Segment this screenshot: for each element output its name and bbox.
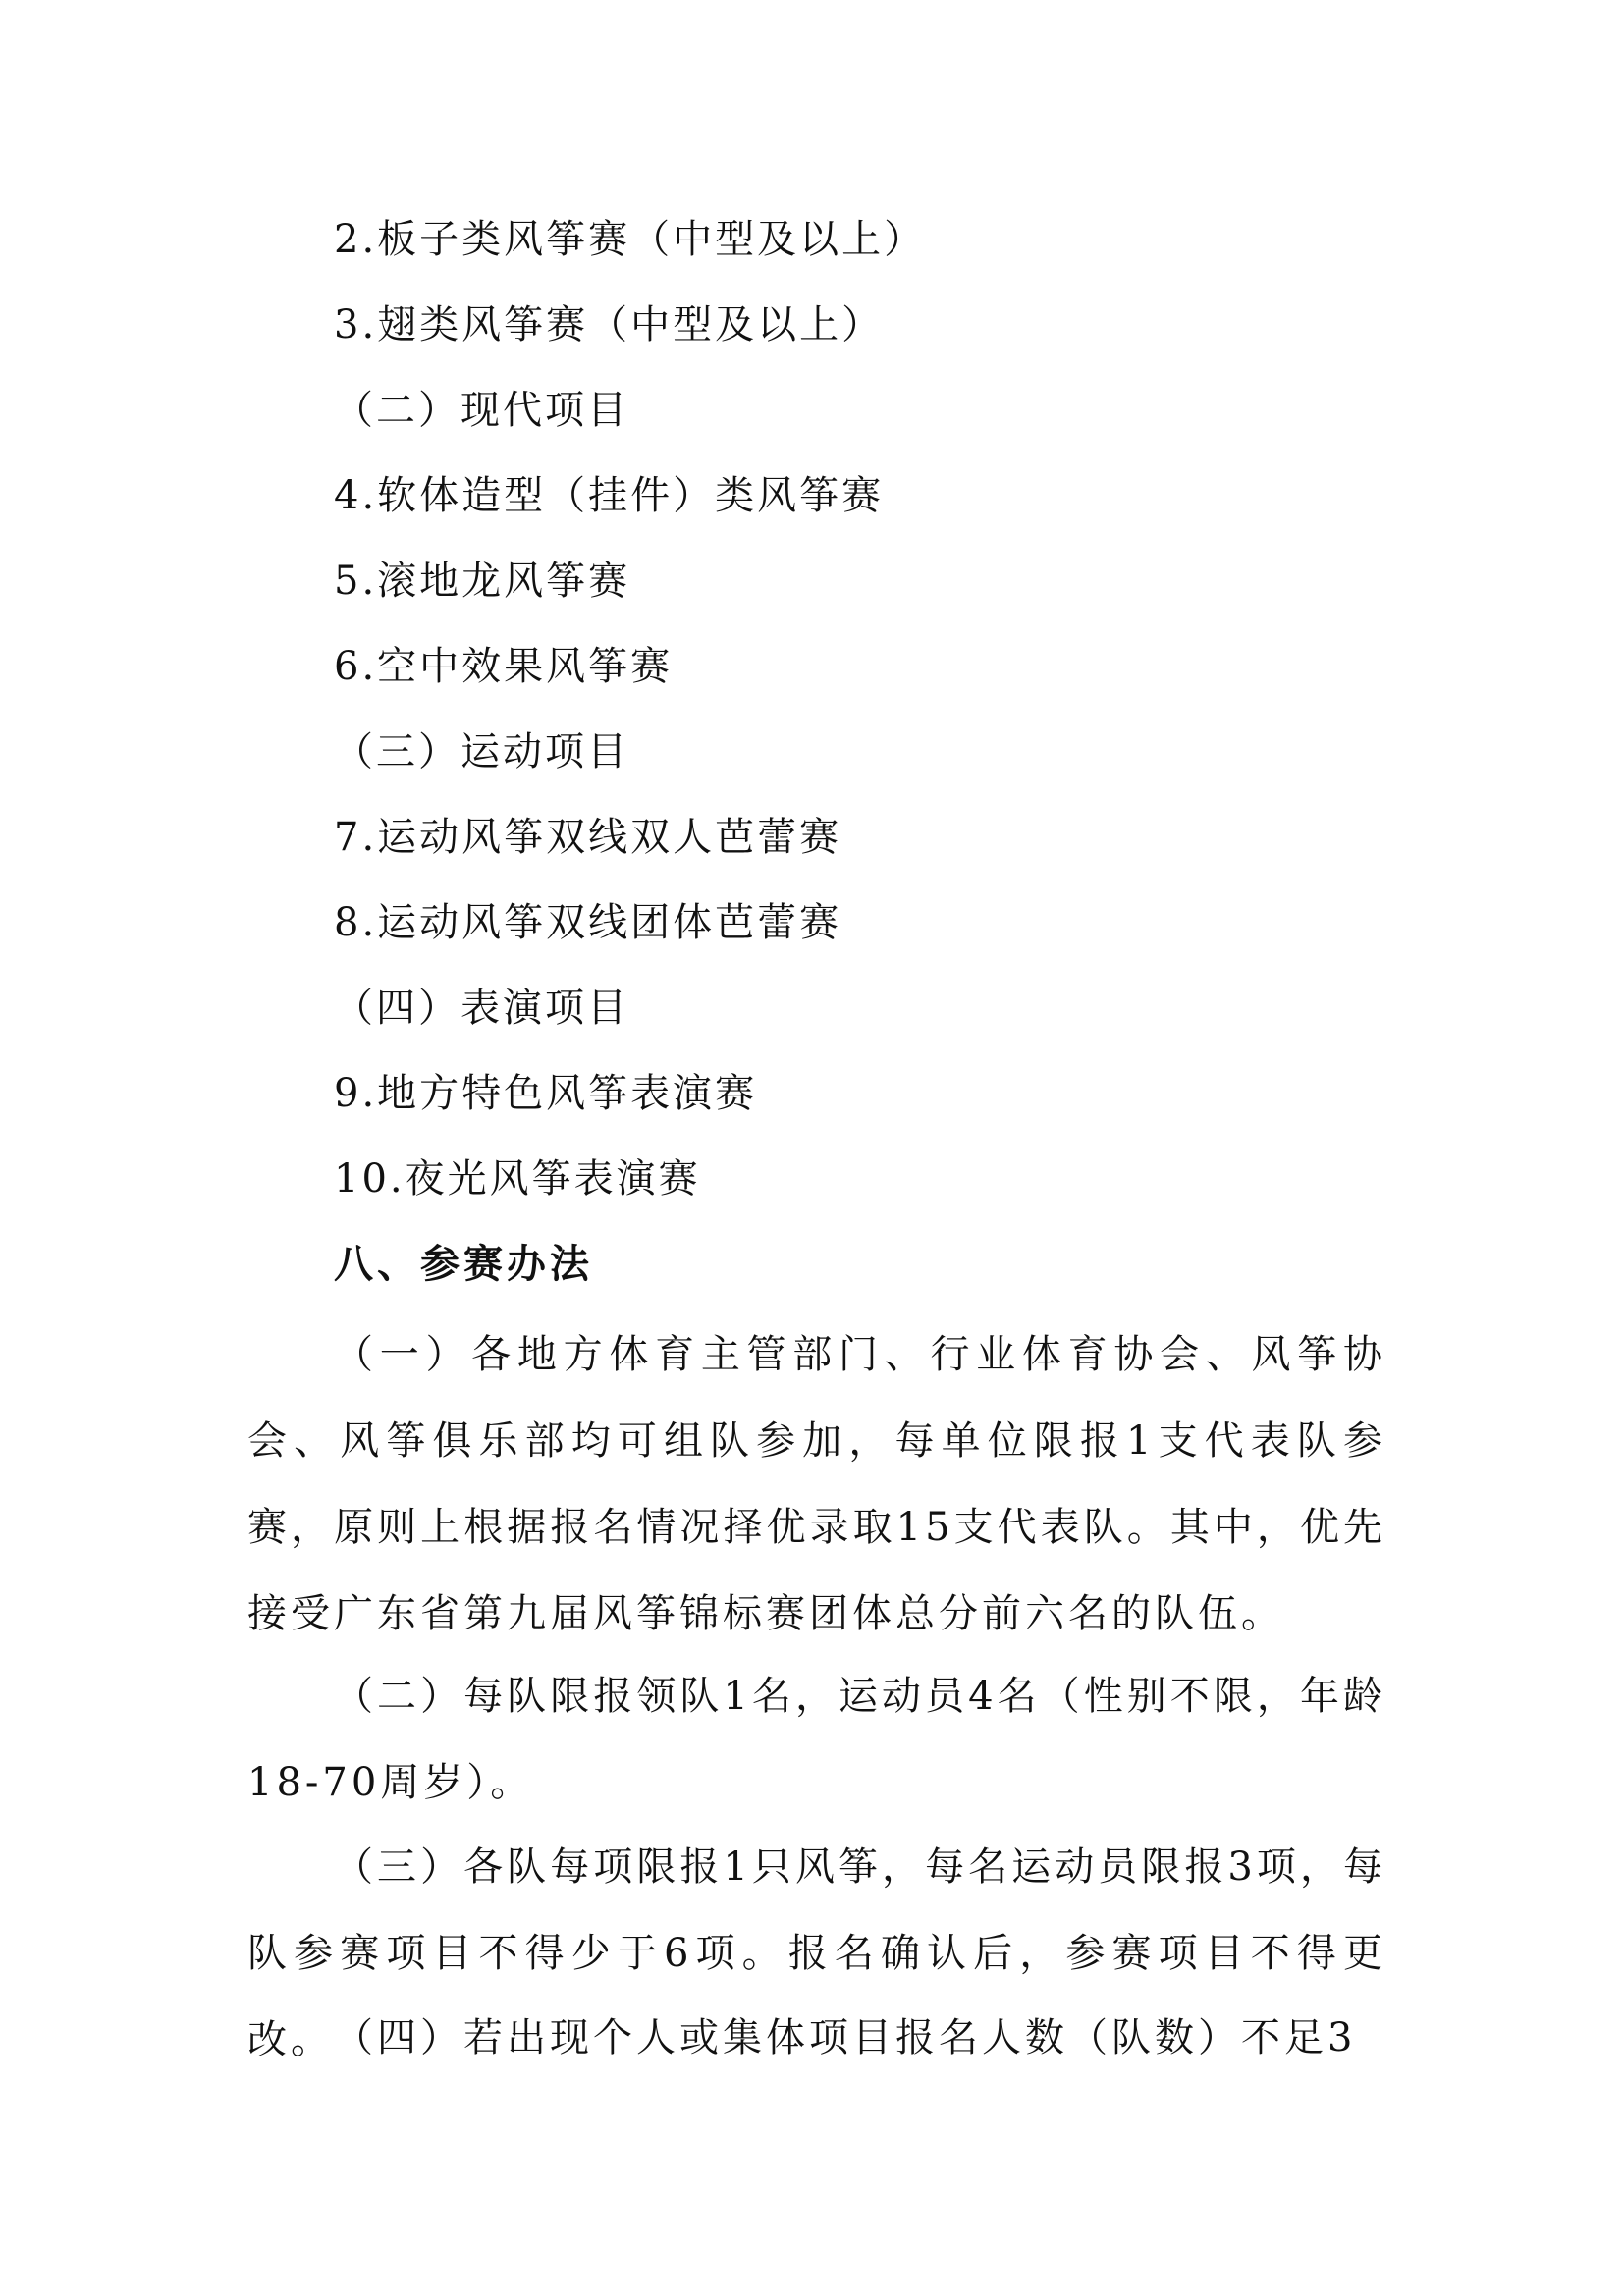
section-heading: 八、参赛办法 (334, 1242, 593, 1287)
list-item: 9.地方特色风筝表演赛 (334, 1071, 758, 1116)
paragraph: （三）各队每项限报1只风筝，每名运动员限报3项，每队参赛项目不得少于6项。报名确认后，参赛项目不得更改。 (247, 1844, 1386, 2062)
paragraph: （二）每队限报领队1名，运动员4名（性别不限，年龄18-70周岁）。 (247, 1674, 1386, 1805)
paragraph: （一）各地方体育主管部门、行业体育协会、风筝协会、风筝俱乐部均可组队参加，每单位限报1支代表队参赛，原则上根据报名情况择优录取15支代表队。其中，优先接受广东省第九届风筝锦标赛团体总分前六名的队伍。 (247, 1332, 1386, 1636)
paragraph: （四）若出现个人或集体项目报名人数（队数）不足3 (334, 2015, 1357, 2060)
list-item: 4.软体造型（挂件）类风筝赛 (334, 473, 885, 518)
subsection-heading: （二）现代项目 (334, 388, 629, 433)
list-item: 2.板子类风筝赛（中型及以上） (334, 217, 927, 262)
list-item: 6.空中效果风筝赛 (334, 644, 674, 689)
list-item: 5.滚地龙风筝赛 (334, 559, 631, 604)
list-item: 3.翅类风筝赛（中型及以上） (334, 302, 885, 347)
subsection-heading: （三）运动项目 (334, 729, 629, 774)
subsection-heading: （四）表演项目 (334, 986, 629, 1031)
list-item: 8.运动风筝双线团体芭蕾赛 (334, 900, 842, 945)
list-item: 7.运动风筝双线双人芭蕾赛 (334, 815, 842, 860)
list-item: 10.夜光风筝表演赛 (334, 1156, 701, 1201)
